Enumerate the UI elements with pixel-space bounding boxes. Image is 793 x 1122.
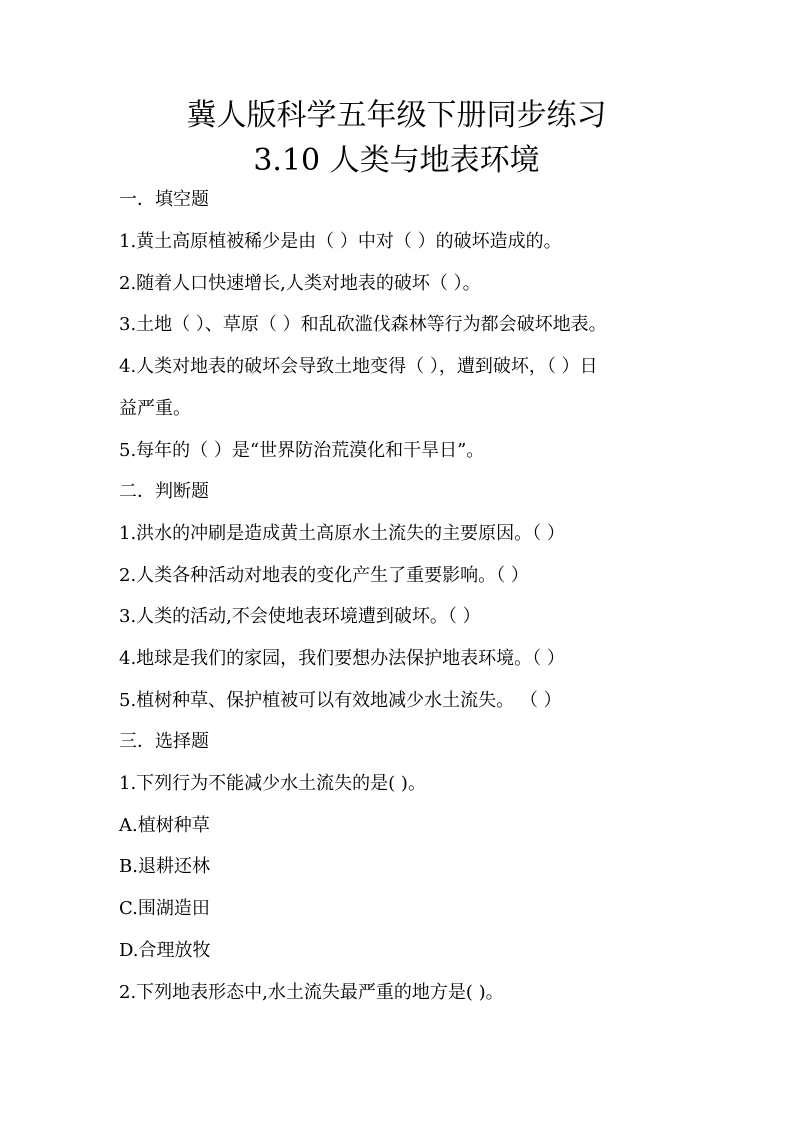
question-line: 5.每年的（ ）是“世界防治荒漠化和干旱日”。 [119, 440, 485, 461]
section-heading-choice: 三．选择题 [119, 731, 209, 752]
question-line: 3.人类的活动,不会使地表环境遭到破坏。（ ） [119, 606, 481, 627]
question-line: 2.人类各种活动对地表的变化产生了重要影响。（ ） [119, 565, 529, 586]
question-line: 3.土地（ ）、草原（ ）和乱砍滥伐森林等行为都会破坏地表。 [119, 314, 607, 335]
option-line: C.围湖造田 [119, 898, 210, 919]
question-line: 4.人类对地表的破坏会导致土地变得（ ），遭到破坏，（ ）日 [119, 356, 598, 377]
question-line: 5.植树种草、保护植被可以有效地减少水土流失。 （ ） [119, 690, 562, 711]
question-line: 益严重。 [119, 398, 191, 419]
document-title: 冀人版科学五年级下册同步练习 [186, 98, 607, 133]
section-heading-fill-in: 一．填空题 [119, 189, 209, 210]
question-line: 2.随着人口快速增长,人类对地表的破坏（ ）。 [119, 273, 481, 294]
option-line: D.合理放牧 [119, 940, 211, 961]
question-line: 4.地球是我们的家园，我们要想办法保护地表环境。（ ） [119, 648, 565, 669]
section-heading-true-false: 二．判断题 [119, 481, 209, 502]
question-line: 1.下列行为不能减少水土流失的是( )。 [119, 773, 426, 794]
document-subtitle: 3.10 人类与地表环境 [253, 143, 540, 178]
question-line: 1.洪水的冲刷是造成黄土高原水土流失的主要原因。（ ） [119, 523, 565, 544]
option-line: A.植树种草 [119, 815, 210, 836]
question-line: 1.黄土高原植被稀少是由（ ）中对（ ）的破坏造成的。 [119, 231, 562, 252]
question-line: 2.下列地表形态中,水土流失最严重的地方是( )。 [119, 982, 504, 1003]
option-line: B.退耕还林 [119, 856, 210, 877]
